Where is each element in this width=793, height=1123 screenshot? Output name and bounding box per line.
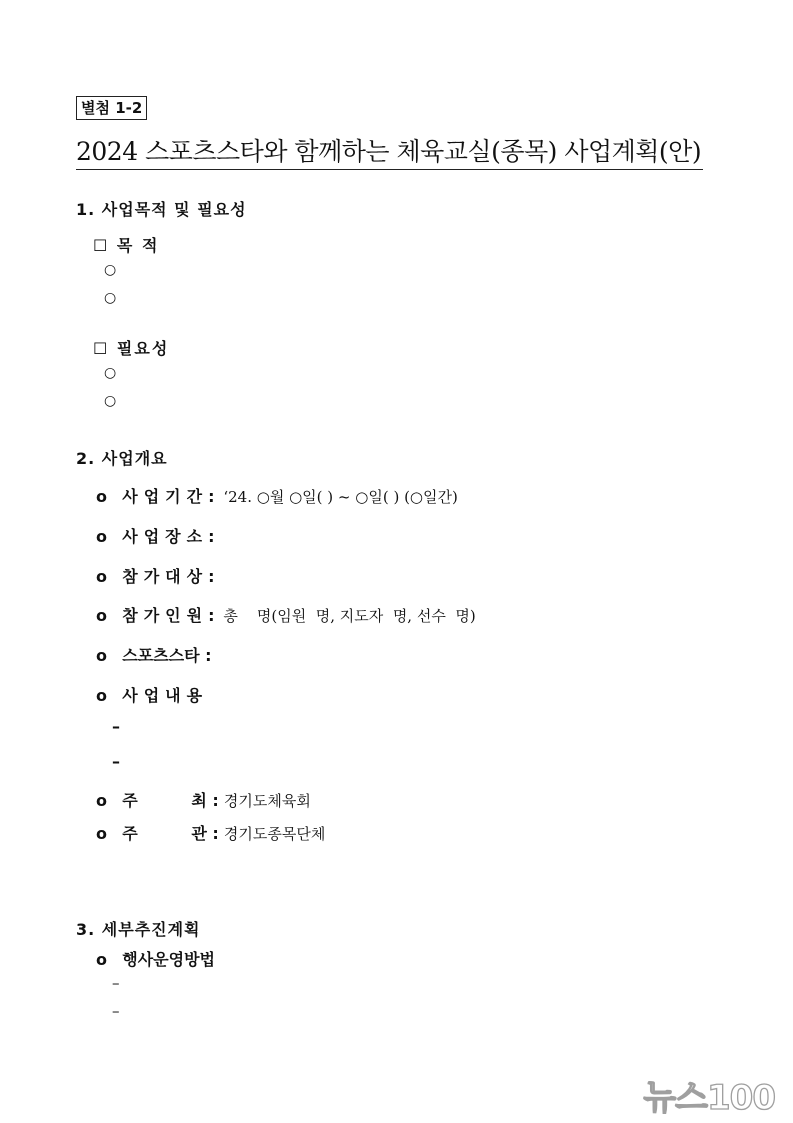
document-title: 2024 스포츠스타와 함께하는 체육교실(종목) 사업계획(안) — [76, 135, 703, 170]
attachment-badge: 별첨 1-2 — [76, 96, 147, 120]
row-bullet: o — [96, 791, 107, 810]
participants-row — [96, 603, 476, 626]
operation-dash-2: – — [112, 1002, 120, 1020]
row-bullet: o — [96, 824, 107, 843]
period-row — [96, 484, 458, 507]
row-bullet: o — [96, 686, 107, 705]
content-dash-1: – — [112, 717, 120, 736]
purpose-bullet-1: ○ — [104, 262, 117, 278]
row-bullet: o — [96, 646, 107, 665]
section2-heading: 2. 사업개요 — [76, 449, 168, 468]
period-value: ‘24. ○월 ○일( ) ~ ○일( ) (○일간) — [223, 488, 458, 506]
operation-row — [96, 947, 215, 970]
sports-star-label: 스포츠스타 : — [122, 646, 212, 665]
operation-dash-1: – — [112, 974, 120, 992]
content-row — [96, 683, 218, 706]
necessity-bullet-1: ○ — [104, 365, 117, 381]
necessity-label: ☐ 필요성 — [93, 339, 170, 358]
target-row — [96, 564, 221, 587]
organizer-value: 경기도종목단체 — [223, 825, 326, 843]
target-label: 참가대상: — [122, 567, 221, 586]
purpose-bullet-2: ○ — [104, 290, 117, 306]
host-value: 경기도체육회 — [223, 792, 311, 810]
venue-label: 사업장소: — [122, 527, 221, 546]
content-dash-2: – — [112, 752, 120, 771]
row-bullet: o — [96, 567, 107, 586]
participants-value: 총 명(임원 명, 지도자 명, 선수 명) — [223, 607, 476, 625]
row-bullet: o — [96, 527, 107, 546]
participants-label: 참가인원: — [122, 606, 221, 625]
host-label-a: 주 — [122, 791, 138, 810]
organizer-label-a: 주 — [122, 824, 138, 843]
organizer-row — [96, 821, 325, 844]
period-label: 사업기간: — [122, 487, 221, 506]
host-label-b: 최 : — [191, 791, 219, 810]
venue-row — [96, 524, 221, 547]
host-row — [96, 788, 311, 811]
purpose-label: ☐ 목 적 — [93, 236, 160, 255]
operation-label: 행사운영방법 — [122, 950, 216, 969]
sports-star-row — [96, 643, 212, 666]
organizer-label-b: 관 : — [191, 824, 219, 843]
content-label: 사업내용 — [122, 686, 209, 705]
row-bullet: o — [96, 950, 107, 969]
section3-heading: 3. 세부추진계획 — [76, 920, 201, 939]
watermark-logo: 뉴스100 — [643, 1078, 775, 1118]
row-bullet: o — [96, 606, 107, 625]
necessity-bullet-2: ○ — [104, 393, 117, 409]
section1-heading: 1. 사업목적 및 필요성 — [76, 200, 247, 219]
row-bullet: o — [96, 487, 107, 506]
